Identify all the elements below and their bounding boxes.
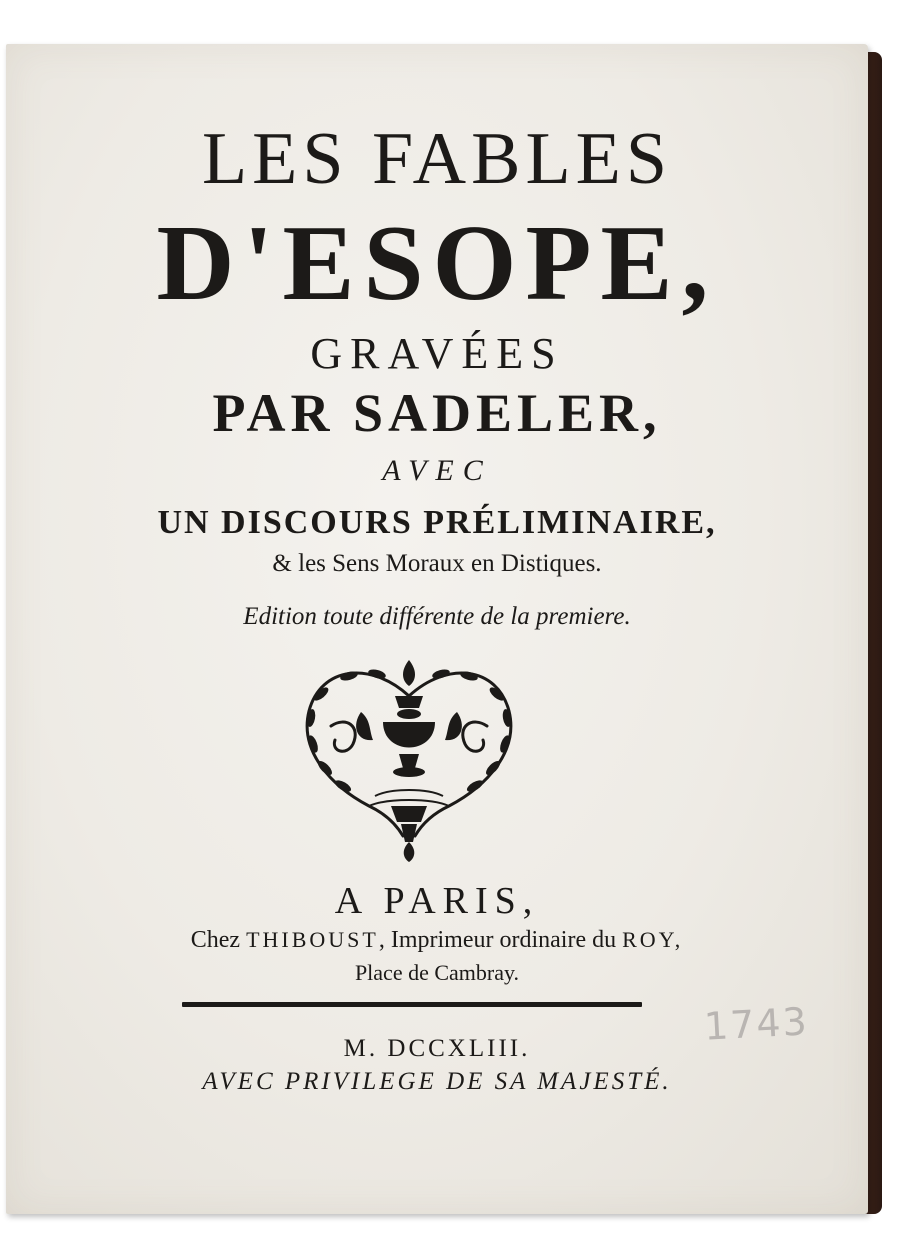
avec-line: AVEC: [382, 454, 492, 487]
morals-line: & les Sens Moraux en Distiques.: [272, 550, 602, 577]
imprint-printer-line: [6, 928, 868, 952]
engraved-line: GRAVÉES: [310, 329, 564, 378]
edition-note: Edition toute différente de la premiere.: [243, 603, 631, 630]
discourse-line: UN DISCOURS PRÉLIMINAIRE,: [157, 504, 717, 541]
imprint-address: Place de Cambray.: [354, 960, 520, 985]
chez-word: Chez: [190, 927, 241, 953]
privilege-line: AVEC PRIVILEGE DE SA MAJESTÉ.: [202, 1068, 672, 1095]
urn-ornament-icon: [291, 656, 527, 866]
imprint-city: A PARIS,: [334, 880, 540, 922]
engraver-line: PAR SADELER,: [212, 383, 662, 443]
horizontal-rule: [182, 1002, 642, 1007]
roy-word: ROY,: [622, 927, 684, 952]
publication-year: M. DCCXLIII.: [343, 1035, 531, 1062]
printer-name: THIBOUST: [246, 927, 379, 952]
title-line-1: LES FABLES: [201, 118, 673, 200]
title-line-2: D'ESOPE,: [156, 204, 718, 323]
pencil-annotation: 1743: [702, 999, 810, 1049]
title-page: [6, 44, 868, 1214]
printer-role: , Imprimeur ordinaire du: [378, 927, 617, 953]
